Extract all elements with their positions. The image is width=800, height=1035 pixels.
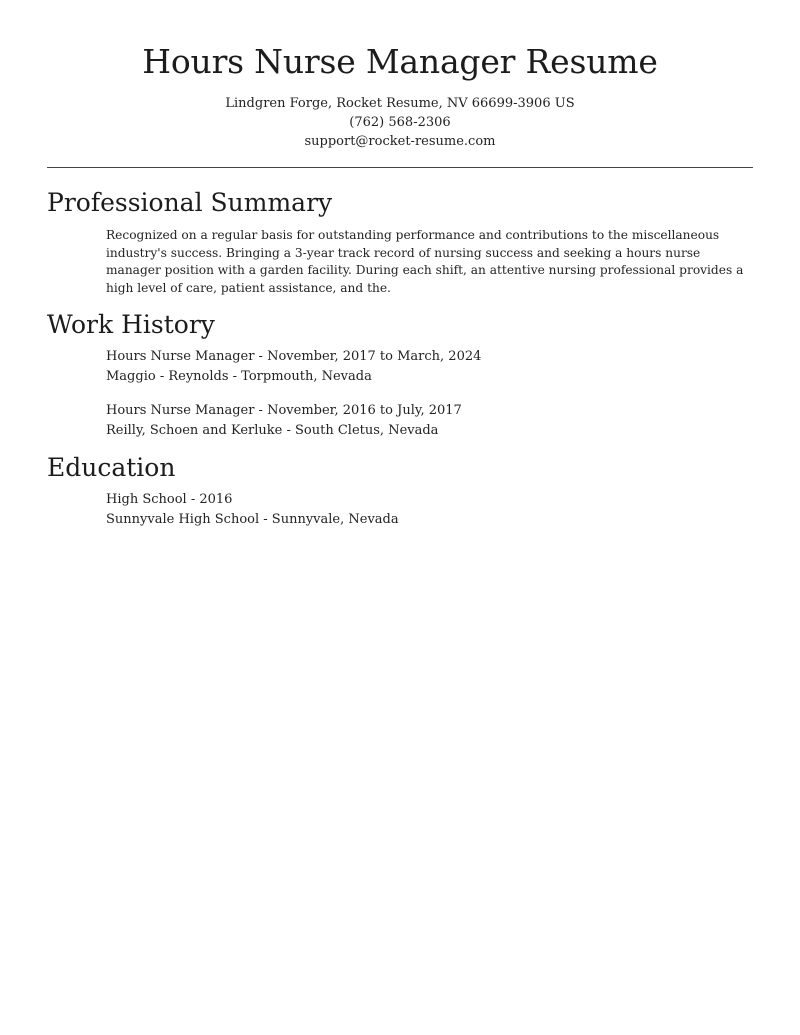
job-title-dates: Hours Nurse Manager - November, 2017 to March, 2024 bbox=[106, 349, 482, 364]
resume-title: Hours Nurse Manager Resume bbox=[142, 42, 658, 81]
job-title-dates: Hours Nurse Manager - November, 2016 to July, 2017 bbox=[106, 403, 462, 418]
job-employer-location: Maggio - Reynolds - Torpmouth, Nevada bbox=[106, 369, 372, 384]
job-employer-location: Reilly, Schoen and Kerluke - South Cletus, Nevada bbox=[106, 423, 439, 438]
section-heading-education: Education bbox=[47, 453, 176, 482]
section-heading-summary: Professional Summary bbox=[47, 188, 333, 217]
contact-email: support@rocket-resume.com bbox=[304, 134, 496, 149]
section-heading-work-history: Work History bbox=[47, 310, 215, 339]
education-degree-year: High School - 2016 bbox=[106, 492, 233, 507]
education-school-location: Sunnyvale High School - Sunnyvale, Nevada bbox=[106, 512, 399, 527]
summary-text: Recognized on a regular basis for outstanding performance and contributions to the miscellaneous industry's success. Bringing a 3-year track record of nursing success and seeking a hours nurse manager position with a garden facility. During each shift, an attentive nursing professional provides a high level of care, patient assistance, and the. bbox=[106, 228, 744, 296]
contact-address: Lindgren Forge, Rocket Resume, NV 66699-3906 US bbox=[225, 96, 575, 111]
contact-phone: (762) 568-2306 bbox=[349, 115, 451, 130]
header-divider bbox=[47, 167, 753, 168]
